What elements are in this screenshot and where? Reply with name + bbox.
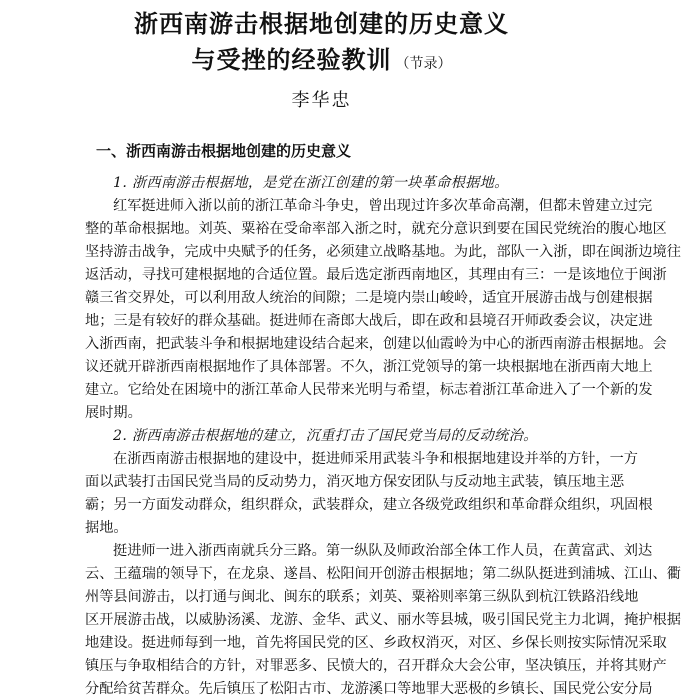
section-heading: 一、浙西南游击根据地创建的历史意义 — [96, 142, 352, 160]
paragraph-line: 整的革命根据地。刘英、粟裕在受命率部入浙之时，就充分意识到要在国民党统治的腹心地区 — [85, 221, 667, 237]
paragraph-line: 展时期。 — [85, 405, 142, 421]
article-title-line-1: 浙西南游击根据地创建的历史意义 — [134, 9, 509, 38]
paragraph-line: 在浙西南游击根据地的建设中，挺进师采用武装斗争和根据地建设并举的方针，一方 — [113, 451, 638, 467]
paragraph-line: 红军挺进师入浙以前的浙江革命斗争史，曾出现过许多次革命高潮，但都未曾建立过完 — [113, 198, 653, 214]
paragraph-line: 云、王蕴瑞的领导下，在龙泉、遂昌、松阳间开创游击根据地；第二纵队挺进到浦城、江山、衢 — [85, 566, 681, 582]
paragraph-line: 入浙西南，把武装斗争和根据地建设结合起来，创建以仙霞岭为中心的浙西南游击根据地。会 — [85, 336, 667, 352]
article-title-line-2 — [0, 40, 643, 75]
title-excerpt-note: （节录） — [395, 56, 452, 72]
paragraph-line: 返活动，寻找可建根据地的合适位置。最后选定浙西南地区，其理由有三：一是该地位于闽浙 — [85, 267, 667, 283]
subheading-2: 2. 浙西南游击根据地的建立，沉重打击了国民党当局的反动统治。 — [113, 428, 538, 444]
paragraph-line: 面以武装打击国民党当局的反动势力，消灭地方保安团队与反动地主武装，镇压地主恶 — [85, 474, 625, 490]
subheading-1: 1. 浙西南游击根据地，是党在浙江创建的第一块革命根据地。 — [113, 175, 509, 191]
paragraph-line: 据地。 — [85, 520, 128, 536]
title-line-2-text: 与受挫的经验教训 — [191, 45, 392, 74]
paragraph-line: 坚持游击战争，完成中央赋予的任务，必须建立战略基地。为此，部队一入浙，即在闽浙边境往 — [85, 244, 681, 260]
paragraph-line: 挺进师一进入浙西南就兵分三路。第一纵队及师政治部全体工作人员，在黄富武、刘达 — [113, 543, 653, 559]
paragraph-line: 地；三是有较好的群众基础。挺进师在斋郎大战后，即在政和县境召开师政委会议，决定进 — [85, 313, 653, 329]
paragraph-line: 建立。它给处在困境中的浙江革命人民带来光明与希望，标志着浙江革命进入了一个新的发 — [85, 382, 653, 398]
paragraph-line: 州等县间游击，以打通与闽北、闽东的联系；刘英、粟裕则率第三纵队到杭江铁路沿线地 — [85, 589, 639, 605]
paragraph-line: 赣三省交界处，可以利用敌人统治的间隙；二是境内崇山峻岭，适宜开展游击战与创建根据 — [85, 290, 653, 306]
paragraph-line: 议还就开辟浙西南根据地作了具体部署。不久，浙江党领导的第一块根据地在浙西南大地上 — [85, 359, 653, 375]
author-name: 李华忠 — [291, 90, 352, 111]
paragraph-line: 霸；另一方面发动群众，组织群众，武装群众，建立各级党政组织和革命群众组织，巩固根 — [85, 497, 653, 513]
paragraph-line: 分配给贫苦群众。先后镇压了松阳古市、龙游溪口等地罪大恶极的乡镇长、国民党公安分局 — [85, 681, 653, 697]
paragraph-line: 区开展游击战，以威胁汤溪、龙游、金华、武义、丽水等县城，吸引国民党主力北调，掩护根据 — [85, 612, 681, 628]
paragraph-line: 镇压与争取相结合的方针，对罪恶多、民愤大的，召开群众大会公审，坚决镇压，并将其财产 — [85, 658, 667, 674]
paragraph-line: 地建设。挺进师每到一地，首先将国民党的区、乡政权消灭，对区、乡保长则按实际情况采取 — [85, 635, 667, 651]
